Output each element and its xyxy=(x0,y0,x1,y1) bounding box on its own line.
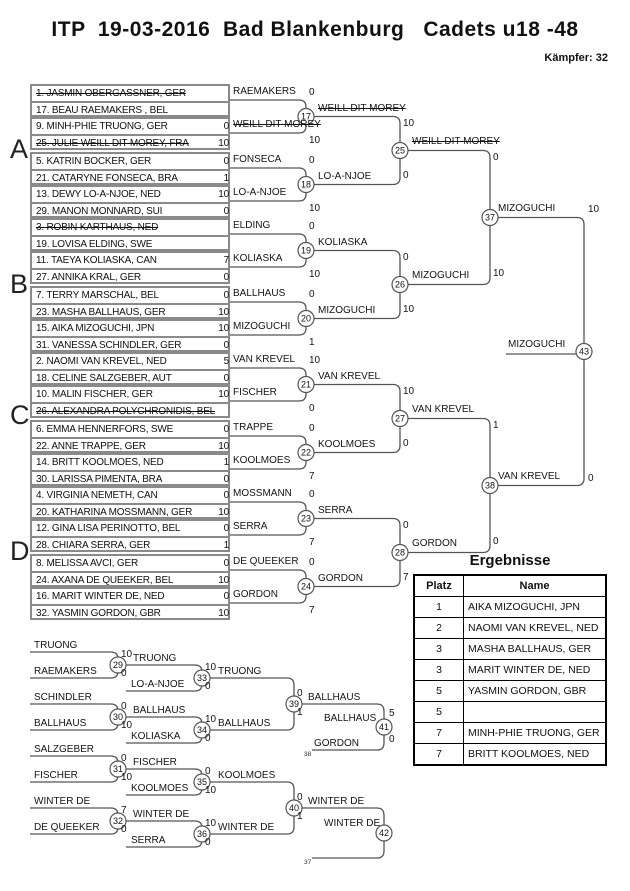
competitor-row: 31. VANESSA SCHINDLER, GER 0 xyxy=(36,339,229,351)
match-34-bottom-score: 0 xyxy=(205,733,211,744)
competitor-row: 7. TERRY MARSCHAL, BEL 0 xyxy=(32,288,228,305)
match-37-node xyxy=(482,210,498,226)
svg-text:31: 31 xyxy=(112,764,124,774)
svg-text:41: 41 xyxy=(378,722,390,732)
match-37-top-label: WEILL DIT MOREY xyxy=(412,136,500,147)
competitor-row: 21. CATARYNE FONSECA, BRA 1 xyxy=(36,172,229,184)
pair-6-winner-label: KOLIASKA xyxy=(233,253,283,264)
competitor-row: 29. MANON MONNARD, SUI 0 xyxy=(36,205,229,217)
pair-9 xyxy=(30,352,230,385)
match-37-top-score: 0 xyxy=(493,152,499,163)
competitor-row: 24. AXANA DE QUEEKER, BEL 10 xyxy=(36,574,229,586)
match-20-top-score: 0 xyxy=(309,289,315,300)
match-26-top-score: 0 xyxy=(403,252,409,263)
competitor-row: 14. BRITT KOOLMOES, NED 1 xyxy=(32,455,228,472)
match-27-node xyxy=(392,411,408,427)
pair-7 xyxy=(30,286,230,319)
section-label-d: D xyxy=(10,536,30,566)
match-21-node xyxy=(298,377,314,393)
champion-label: MIZOGUCHI xyxy=(508,339,566,350)
competitor-row: 15. AIKA MIZOGUCHI, JPN 10 xyxy=(32,321,228,338)
match-19-top-score: 0 xyxy=(309,221,315,232)
pair-4-winner-label: LO-A-NJOE xyxy=(233,187,287,198)
repechage-entry-schindler: SCHINDLER xyxy=(34,692,92,703)
match-37-winner-label: MIZOGUCHI xyxy=(498,203,556,214)
pair-10-winner-label: FISCHER xyxy=(233,387,277,398)
match-22-bottom-score: 7 xyxy=(309,471,315,482)
table-row: 3 MARIT WINTER DE, NED xyxy=(414,660,606,681)
match-39-winner-label: BALLHAUS xyxy=(308,692,361,703)
match-28-top-label: SERRA xyxy=(318,505,353,516)
match-27-bottom-score: 0 xyxy=(403,438,409,449)
match-28-bottom-label: GORDON xyxy=(318,573,363,584)
match-29-winner-label: TRUONG xyxy=(133,653,177,664)
competitor-row: 5. KATRIN BOCKER, GER 0 xyxy=(32,154,228,171)
table-row: 7 MINH-PHIE TRUONG, GER xyxy=(414,723,606,744)
match-33-bottom-score: 0 xyxy=(205,681,211,692)
match-25-top-label: WEILL DIT MOREY xyxy=(318,103,406,114)
match-20-bottom-score: 1 xyxy=(309,337,315,348)
competitor-row: 11. TAEYA KOLIASKA, CAN 7 xyxy=(32,253,228,270)
match-23-bottom-score: 7 xyxy=(309,537,315,548)
pair-2-winner-label: WEILL DIT MOREY xyxy=(233,119,321,130)
svg-text:21: 21 xyxy=(300,379,312,390)
match-37-bottom-label: MIZOGUCHI xyxy=(412,270,470,281)
match-41-bottom-score: 0 xyxy=(389,734,395,745)
section-label-c: C xyxy=(10,400,30,430)
section-label-b: B xyxy=(10,269,29,299)
table-row: 1 AIKA MIZOGUCHI, JPN xyxy=(414,597,606,618)
repechage-entry-truong: TRUONG xyxy=(34,640,78,651)
pair-11 xyxy=(30,420,230,453)
match-36-entry-label: SERRA xyxy=(131,835,166,846)
match-41-top-score: 5 xyxy=(389,708,395,719)
competitor-row: 28. CHIARA SERRA, GER 1 xyxy=(36,539,229,551)
match-26-top-label: KOLIASKA xyxy=(318,237,368,248)
fighters-count: Kämpfer: 32 xyxy=(544,52,608,64)
competitor-row: 25. JULIE WEILL DIT MOREY, FRA 10 xyxy=(36,137,229,149)
competitor-row: 19. LOVISA ELDING, SWE xyxy=(36,238,153,250)
match-39-bottom-score: 1 xyxy=(297,707,303,718)
match-17-bottom-score: 10 xyxy=(309,135,321,146)
pair-9-winner-label: VAN KREVEL xyxy=(233,354,296,365)
svg-text:28: 28 xyxy=(394,547,406,558)
match-32-bottom-score: 0 xyxy=(121,824,127,835)
match-24-top-score: 0 xyxy=(309,557,315,568)
pair-8-winner-label: MIZOGUCHI xyxy=(233,321,291,332)
pair-6 xyxy=(30,251,230,284)
table-row: 3 MASHA BALLHAUS, GER xyxy=(414,639,606,660)
match-38-top-label: VAN KREVEL xyxy=(412,404,475,415)
pair-16-winner-label: GORDON xyxy=(233,589,278,600)
pair-13-winner-label: MOSSMANN xyxy=(233,488,292,499)
pair-7-winner-label: BALLHAUS xyxy=(233,288,286,299)
pair-1 xyxy=(30,84,230,117)
match-34-top-score: 10 xyxy=(205,714,217,725)
match-38-bottom-label: GORDON xyxy=(412,538,457,549)
svg-text:37: 37 xyxy=(484,212,496,223)
table-row: 7 BRITT KOOLMOES, NED xyxy=(414,744,606,766)
match-31-winner-label: FISCHER xyxy=(133,757,177,768)
match-23-node xyxy=(298,511,314,527)
competitor-row: 10. MALIN FISCHER, GER 10 xyxy=(32,387,228,404)
match-34-entry-label: KOLIASKA xyxy=(131,731,181,742)
competitor-row: 2. NAOMI VAN KREVEL, NED 5 xyxy=(32,354,228,371)
match-21-top-score: 10 xyxy=(309,355,321,366)
match-27-bottom-label: KOOLMOES xyxy=(318,439,376,450)
results-table xyxy=(413,574,607,766)
competitor-row: 17. BEAU RAEMAKERS , BEL xyxy=(36,104,168,116)
pair-14-winner-label: SERRA xyxy=(233,521,268,532)
pair-3 xyxy=(30,152,230,185)
results-col-platz: Platz xyxy=(414,575,464,597)
match-43-node xyxy=(576,344,592,360)
repechage-entry-winter-de: WINTER DE xyxy=(34,796,91,807)
match-36-bottom-score: 0 xyxy=(205,837,211,848)
match-32-top-score: 7 xyxy=(121,805,127,816)
competitor-row: 9. MINH-PHIE TRUONG, GER 0 xyxy=(32,119,228,136)
match-35-bottom-score: 10 xyxy=(205,785,217,796)
match-28-bottom-score: 7 xyxy=(403,572,409,583)
match-32-winner-label: WINTER DE xyxy=(133,809,190,820)
results-col-name: Name xyxy=(464,575,607,597)
svg-text:17: 17 xyxy=(300,111,312,122)
repechage-entry-ballhaus: BALLHAUS xyxy=(34,718,87,729)
match-29-top-score: 10 xyxy=(121,649,133,660)
match-34-winner-label: BALLHAUS xyxy=(218,718,271,729)
match-19-node xyxy=(298,243,314,259)
match-41-node xyxy=(376,719,392,735)
match-28-node xyxy=(392,545,408,561)
pair-11-winner-label: TRAPPE xyxy=(233,422,274,433)
competitor-row: 1. JASMIN OBERGASSNER, GER xyxy=(32,86,228,103)
competitor-row: 12. GINA LISA PERINOTTO, BEL 0 xyxy=(32,521,228,538)
match-26-node xyxy=(392,277,408,293)
competitor-row: 16. MARIT WINTER DE, NED 0 xyxy=(32,589,228,606)
match-27-top-label: VAN KREVEL xyxy=(318,371,381,382)
svg-text:24: 24 xyxy=(300,581,312,592)
pair-3-winner-label: FONSECA xyxy=(233,154,282,165)
match-18-top-score: 0 xyxy=(309,155,315,166)
results-header-row xyxy=(414,575,606,597)
competitor-row: 8. MELISSA AVCI, GER 0 xyxy=(32,556,228,573)
match-35-top-score: 0 xyxy=(205,766,211,777)
table-row: 5 xyxy=(414,702,606,723)
svg-text:32: 32 xyxy=(112,816,124,826)
pair-14 xyxy=(30,519,230,552)
match-37-bottom-score: 10 xyxy=(493,268,505,279)
svg-text:22: 22 xyxy=(300,447,312,458)
match-38-node xyxy=(482,478,498,494)
competitor-row: 6. EMMA HENNERFORS, SWE 0 xyxy=(32,422,228,439)
match-36-winner-label: WINTER DE xyxy=(218,822,275,833)
competitor-row: 30. LARISSA PIMENTA, BRA 0 xyxy=(36,473,229,485)
svg-text:23: 23 xyxy=(300,513,312,524)
pair-4 xyxy=(30,185,230,218)
svg-text:19: 19 xyxy=(300,245,312,256)
pair-13 xyxy=(30,486,230,519)
match-19-bottom-score: 10 xyxy=(309,269,321,280)
match-40-top-score: 0 xyxy=(297,792,303,803)
competitor-row: 18. CELINE SALZGEBER, AUT 0 xyxy=(36,372,229,384)
competitor-row: 27. ANNIKA KRAL, GER 0 xyxy=(36,271,229,283)
pair-16 xyxy=(30,587,230,620)
svg-text:33: 33 xyxy=(196,673,208,683)
pair-2 xyxy=(30,117,230,150)
match-30-bottom-score: 10 xyxy=(121,720,133,731)
match-42-winner-label: WINTER DE xyxy=(324,818,381,829)
match-26-bottom-label: MIZOGUCHI xyxy=(318,305,376,316)
match-29-bottom-score: 0 xyxy=(121,668,127,679)
pair-15 xyxy=(30,554,230,587)
match-23-top-score: 0 xyxy=(309,489,315,500)
match-22-node xyxy=(298,445,314,461)
match-24-node xyxy=(298,579,314,595)
svg-text:43: 43 xyxy=(578,346,590,357)
svg-text:39: 39 xyxy=(288,699,300,709)
table-row: 5 YASMIN GORDON, GBR xyxy=(414,681,606,702)
svg-text:18: 18 xyxy=(300,179,312,190)
match-27-top-score: 10 xyxy=(403,386,415,397)
svg-text:29: 29 xyxy=(112,660,124,670)
svg-text:38: 38 xyxy=(484,480,496,491)
match-33-entry-label: LO-A-NJOE xyxy=(131,679,185,690)
svg-text:35: 35 xyxy=(196,777,208,787)
match-26-bottom-score: 10 xyxy=(403,304,415,315)
repechage-entry-raemakers: RAEMAKERS xyxy=(34,666,97,677)
competitor-row: 22. ANNE TRAPPE, GER 10 xyxy=(36,440,229,452)
match-31-bottom-score: 10 xyxy=(121,772,133,783)
match-33-top-score: 10 xyxy=(205,662,217,673)
repechage-entry-fischer: FISCHER xyxy=(34,770,78,781)
pair-1-winner-label: RAEMAKERS xyxy=(233,86,296,97)
section-label-a: A xyxy=(10,134,29,164)
pair-8 xyxy=(30,319,230,352)
match-24-bottom-score: 7 xyxy=(309,605,315,616)
match-41-winner-label: BALLHAUS xyxy=(324,713,377,724)
match-40-bottom-score: 1 xyxy=(297,811,303,822)
results-title: Ergebnisse xyxy=(469,552,551,569)
competitor-row: 23. MASHA BALLHAUS, GER 10 xyxy=(36,306,229,318)
match-30-winner-label: BALLHAUS xyxy=(133,705,186,716)
match-17-top-score: 0 xyxy=(309,87,315,98)
match-42-source-ref: 37 xyxy=(304,859,312,866)
competitor-row: 3. ROBIN KARTHAUS, NED xyxy=(32,220,228,237)
final-top-score: 10 xyxy=(588,204,600,215)
competitor-row: 20. KATHARINA MOSSMANN, GER 10 xyxy=(36,506,229,518)
match-18-node xyxy=(298,177,314,193)
match-40-winner-label: WINTER DE xyxy=(308,796,365,807)
match-30-top-score: 0 xyxy=(121,701,127,712)
final-bottom-score: 0 xyxy=(588,473,594,484)
pair-10 xyxy=(30,385,230,418)
svg-text:34: 34 xyxy=(196,725,208,735)
match-38-winner-label: VAN KREVEL xyxy=(498,471,561,482)
match-38-top-score: 1 xyxy=(493,420,499,431)
match-28-top-score: 0 xyxy=(403,520,409,531)
pair-5 xyxy=(30,218,230,251)
svg-text:30: 30 xyxy=(112,712,124,722)
match-36-top-score: 10 xyxy=(205,818,217,829)
match-41-source-ref: 38 xyxy=(304,751,312,758)
match-22-top-score: 0 xyxy=(309,423,315,434)
match-35-winner-label: KOOLMOES xyxy=(218,770,276,781)
svg-text:26: 26 xyxy=(394,279,406,290)
match-38-bottom-score: 0 xyxy=(493,536,499,547)
match-33-winner-label: TRUONG xyxy=(218,666,262,677)
page-title: ITP 19-03-2016 Bad Blankenburg Cadets u18 -48 xyxy=(51,18,579,41)
competitor-row: 13. DEWY LO-A-NJOE, NED 10 xyxy=(32,187,228,204)
pair-12-winner-label: KOOLMOES xyxy=(233,455,291,466)
match-39-top-score: 0 xyxy=(297,688,303,699)
match-35-entry-label: KOOLMOES xyxy=(131,783,189,794)
match-25-top-score: 10 xyxy=(403,118,415,129)
svg-text:40: 40 xyxy=(288,803,300,813)
svg-text:27: 27 xyxy=(394,413,406,424)
pair-12 xyxy=(30,453,230,486)
svg-text:25: 25 xyxy=(394,145,406,156)
competitor-row: 4. VIRGINIA NEMETH, CAN 0 xyxy=(32,488,228,505)
match-18-bottom-score: 10 xyxy=(309,203,321,214)
repechage-entry-salzgeber: SALZGEBER xyxy=(34,744,95,755)
match-25-bottom-score: 0 xyxy=(403,170,409,181)
svg-text:36: 36 xyxy=(196,829,208,839)
match-41-entry-label: GORDON xyxy=(314,738,359,749)
table-row: 2 NAOMI VAN KREVEL, NED xyxy=(414,618,606,639)
competitor-row: 26. ALEXANDRA POLYCHRONIDIS, BEL xyxy=(36,405,216,417)
pair-15-winner-label: DE QUEEKER xyxy=(233,556,299,567)
repechage-entry-de-queeker: DE QUEEKER xyxy=(34,822,100,833)
svg-text:20: 20 xyxy=(300,313,312,324)
match-21-bottom-score: 0 xyxy=(309,403,315,414)
match-25-node xyxy=(392,143,408,159)
match-20-node xyxy=(298,311,314,327)
match-25-bottom-label: LO-A-NJOE xyxy=(318,171,372,182)
competitor-row: 32. YASMIN GORDON, GBR 10 xyxy=(36,607,229,619)
pair-5-winner-label: ELDING xyxy=(233,220,271,231)
svg-text:42: 42 xyxy=(378,828,390,838)
match-31-top-score: 0 xyxy=(121,753,127,764)
